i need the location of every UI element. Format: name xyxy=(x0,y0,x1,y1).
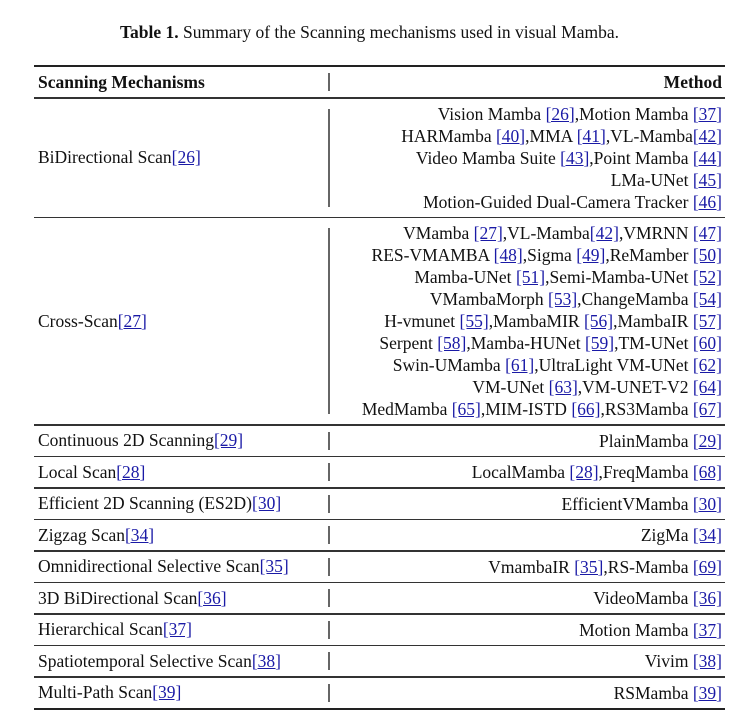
method-name: EfficientVMamba xyxy=(561,493,693,514)
method-name: Vivim xyxy=(644,651,693,671)
method-name: Serpent xyxy=(379,333,438,353)
citation-link[interactable]: [37] xyxy=(162,619,193,639)
citation-link[interactable]: [36] xyxy=(692,588,722,608)
method-line xyxy=(330,646,722,676)
citation-link[interactable]: [64] xyxy=(692,377,722,397)
method-name: ,MambaMIR xyxy=(488,311,584,331)
caption-text: Summary of the Scanning mechanisms used in visual Mamba. xyxy=(178,22,620,42)
method-cell xyxy=(330,222,725,420)
citation-link[interactable]: [69] xyxy=(692,556,722,577)
method-cell xyxy=(330,615,725,645)
method-cell xyxy=(330,489,725,519)
mechanism-name: Efficient 2D Scanning (ES2D) xyxy=(38,493,253,513)
method-name: PlainMamba xyxy=(599,430,693,451)
method-name: ,RS3Mamba xyxy=(600,399,693,419)
method-name: Motion-Guided Dual-Camera Tracker xyxy=(423,191,693,212)
method-cell xyxy=(330,552,725,582)
table-row xyxy=(34,583,725,613)
method-line xyxy=(330,678,722,708)
citation-link[interactable]: [42] xyxy=(589,223,619,243)
mechanism-name: Zigzag Scan xyxy=(38,524,125,545)
citation-link[interactable]: [26] xyxy=(545,103,575,124)
citation-link[interactable]: [27] xyxy=(117,310,147,331)
citation-link[interactable]: [30] xyxy=(692,493,722,514)
method-name: ,VMRNN xyxy=(618,223,693,243)
mechanism-name: Continuous 2D Scanning xyxy=(38,430,214,450)
method-cell xyxy=(330,103,725,213)
method-name: Motion Mamba xyxy=(579,619,693,640)
method-line xyxy=(330,310,722,332)
method-cell xyxy=(330,646,725,676)
citation-link[interactable]: [37] xyxy=(692,103,722,124)
method-name: ,Motion Mamba xyxy=(574,103,693,124)
citation-link[interactable]: [43] xyxy=(560,147,590,168)
citation-link[interactable]: [35] xyxy=(259,556,289,576)
method-line xyxy=(330,552,722,582)
citation-link[interactable]: [36] xyxy=(197,587,227,608)
method-name: ,MambaIR xyxy=(613,311,693,331)
citation-link[interactable]: [54] xyxy=(692,289,722,309)
method-name: ,Semi-Mamba-UNet xyxy=(545,267,693,287)
citation-link[interactable]: [30] xyxy=(252,493,282,513)
method-name: ,MMA xyxy=(525,125,577,146)
method-name: VideoMamba xyxy=(593,588,693,608)
bottom-rule xyxy=(34,708,725,710)
method-name: RSMamba xyxy=(613,682,693,703)
citation-link[interactable]: [38] xyxy=(251,650,281,671)
method-line xyxy=(330,191,722,213)
citation-link[interactable]: [65] xyxy=(451,399,481,419)
method-line xyxy=(330,332,722,354)
method-name: ,UltraLight VM-UNet xyxy=(534,355,693,375)
citation-link[interactable]: [53] xyxy=(548,289,578,309)
method-name: Mamba-UNet xyxy=(414,267,516,287)
citation-link[interactable]: [37] xyxy=(692,619,722,640)
table-row xyxy=(34,457,725,487)
table-row xyxy=(34,678,725,708)
table-row xyxy=(34,520,725,550)
mechanism-cell xyxy=(34,520,328,550)
citation-link[interactable]: [56] xyxy=(583,311,614,331)
citation-link[interactable]: [49] xyxy=(576,245,606,265)
citation-link[interactable]: [47] xyxy=(692,223,722,243)
method-line xyxy=(330,222,722,244)
mechanism-name: BiDirectional Scan xyxy=(38,147,172,167)
citation-link[interactable]: [27] xyxy=(473,223,503,243)
method-name: ,RS-Mamba xyxy=(603,556,693,577)
method-name: ,Mamba-HUNet xyxy=(466,333,585,353)
method-name: LMa-UNet xyxy=(610,169,693,190)
citation-link[interactable]: [46] xyxy=(692,191,722,212)
mechanism-name: Omnidirectional Selective Scan xyxy=(38,556,260,576)
table-header xyxy=(34,67,725,97)
mechanism-cell xyxy=(34,678,328,708)
method-name: ,VL-Mamba xyxy=(605,125,693,146)
citation-link[interactable]: [39] xyxy=(692,682,722,703)
method-name: ,MIM-ISTD xyxy=(480,399,572,419)
scanning-table xyxy=(34,65,725,710)
citation-link[interactable]: [29] xyxy=(692,430,722,451)
header-method: Method xyxy=(663,72,722,92)
method-line xyxy=(330,520,722,550)
mechanism-name: Multi-Path Scan xyxy=(38,682,153,702)
table-caption xyxy=(0,22,739,43)
citation-link[interactable]: [29] xyxy=(213,430,244,450)
method-name: VMamba xyxy=(403,223,474,243)
mechanism-cell xyxy=(34,646,328,676)
table-row xyxy=(34,646,725,676)
caption-label: Table 1. xyxy=(119,22,179,42)
citation-link[interactable]: [28] xyxy=(116,461,146,482)
citation-link[interactable]: [55] xyxy=(459,311,489,331)
citation-link[interactable]: [62] xyxy=(692,355,722,375)
citation-link[interactable]: [68] xyxy=(692,462,722,482)
method-name: ,Sigma xyxy=(522,245,577,265)
method-line xyxy=(330,489,722,519)
citation-link[interactable]: [57] xyxy=(692,311,722,331)
mechanism-name: Hierarchical Scan xyxy=(38,619,163,639)
method-name: ,VM-UNET-V2 xyxy=(577,377,693,397)
method-name: ,VL-Mamba xyxy=(502,223,590,243)
method-line xyxy=(330,125,722,147)
citation-link[interactable]: [34] xyxy=(692,525,722,545)
citation-link[interactable]: [58] xyxy=(437,333,467,353)
method-cell xyxy=(330,678,725,708)
method-name: Vision Mamba xyxy=(437,103,546,124)
method-line xyxy=(330,244,722,266)
mechanism-name: Cross-Scan xyxy=(38,310,118,331)
method-name: VMambaMorph xyxy=(429,289,549,309)
mechanism-cell xyxy=(34,222,328,420)
table-row xyxy=(34,615,725,645)
table-body xyxy=(34,99,725,710)
citation-link[interactable]: [41] xyxy=(576,125,606,146)
method-line xyxy=(330,426,722,456)
method-name: ZigMa xyxy=(640,525,693,545)
method-line xyxy=(330,103,722,125)
citation-link[interactable]: [44] xyxy=(692,147,722,168)
mechanism-cell xyxy=(34,552,328,582)
citation-link[interactable]: [63] xyxy=(548,377,578,397)
citation-link[interactable]: [26] xyxy=(171,147,201,167)
citation-link[interactable]: [61] xyxy=(505,355,535,375)
method-name: Video Mamba Suite xyxy=(415,147,561,168)
header-mechanisms: Scanning Mechanisms xyxy=(38,72,205,92)
method-cell xyxy=(330,426,725,456)
method-name: Swin-UMamba xyxy=(392,355,506,375)
method-line xyxy=(330,457,722,487)
mechanism-cell xyxy=(34,426,328,456)
method-name: H-vmunet xyxy=(384,311,460,331)
citation-link[interactable]: [42] xyxy=(692,125,722,146)
citation-link[interactable]: [34] xyxy=(124,524,155,545)
method-line xyxy=(330,615,722,645)
table-row xyxy=(34,489,725,519)
mechanism-cell xyxy=(34,615,328,645)
mechanism-cell xyxy=(34,457,328,487)
citation-link[interactable]: [59] xyxy=(584,333,615,353)
mechanism-name: 3D BiDirectional Scan xyxy=(38,587,198,608)
method-line xyxy=(330,266,722,288)
method-name: ,Point Mamba xyxy=(589,147,693,168)
method-cell xyxy=(330,583,725,613)
method-name: MedMamba xyxy=(361,399,452,419)
table-row xyxy=(34,426,725,456)
table-row xyxy=(34,552,725,582)
citation-link[interactable]: [66] xyxy=(571,399,601,419)
citation-link[interactable]: [67] xyxy=(692,399,722,419)
method-line xyxy=(330,288,722,310)
method-name: LocalMamba xyxy=(471,462,570,482)
method-name: ,TM-UNet xyxy=(614,333,693,353)
mechanism-name: Spatiotemporal Selective Scan xyxy=(38,650,252,671)
method-name: RES-VMAMBA xyxy=(371,245,494,265)
method-name: VmambaIR xyxy=(488,556,575,577)
citation-link[interactable]: [48] xyxy=(493,245,523,265)
citation-link[interactable]: [50] xyxy=(692,245,722,265)
table-row xyxy=(34,218,725,424)
method-line xyxy=(330,583,722,613)
method-name: HARMamba xyxy=(401,125,496,146)
method-line xyxy=(330,398,722,420)
method-cell xyxy=(330,520,725,550)
citation-link[interactable]: [39] xyxy=(152,682,182,702)
table-row xyxy=(34,99,725,217)
method-name: VM-UNet xyxy=(472,377,549,397)
mechanism-cell xyxy=(34,583,328,613)
method-line xyxy=(330,376,722,398)
citation-link[interactable]: [28] xyxy=(569,462,599,482)
method-name: ,FreqMamba xyxy=(598,462,693,482)
method-line xyxy=(330,147,722,169)
citation-link[interactable]: [45] xyxy=(692,169,722,190)
citation-link[interactable]: [60] xyxy=(692,333,722,353)
method-name: ,ChangeMamba xyxy=(577,289,693,309)
citation-link[interactable]: [40] xyxy=(495,125,526,146)
method-line xyxy=(330,354,722,376)
method-name: ,ReMamber xyxy=(605,245,693,265)
citation-link[interactable]: [38] xyxy=(692,651,722,671)
citation-link[interactable]: [51] xyxy=(515,267,546,287)
method-cell xyxy=(330,457,725,487)
method-line xyxy=(330,169,722,191)
citation-link[interactable]: [35] xyxy=(574,556,604,577)
citation-link[interactable]: [52] xyxy=(692,267,722,287)
mechanism-name: Local Scan xyxy=(38,461,117,482)
mechanism-cell xyxy=(34,489,328,519)
mechanism-cell xyxy=(34,103,328,213)
